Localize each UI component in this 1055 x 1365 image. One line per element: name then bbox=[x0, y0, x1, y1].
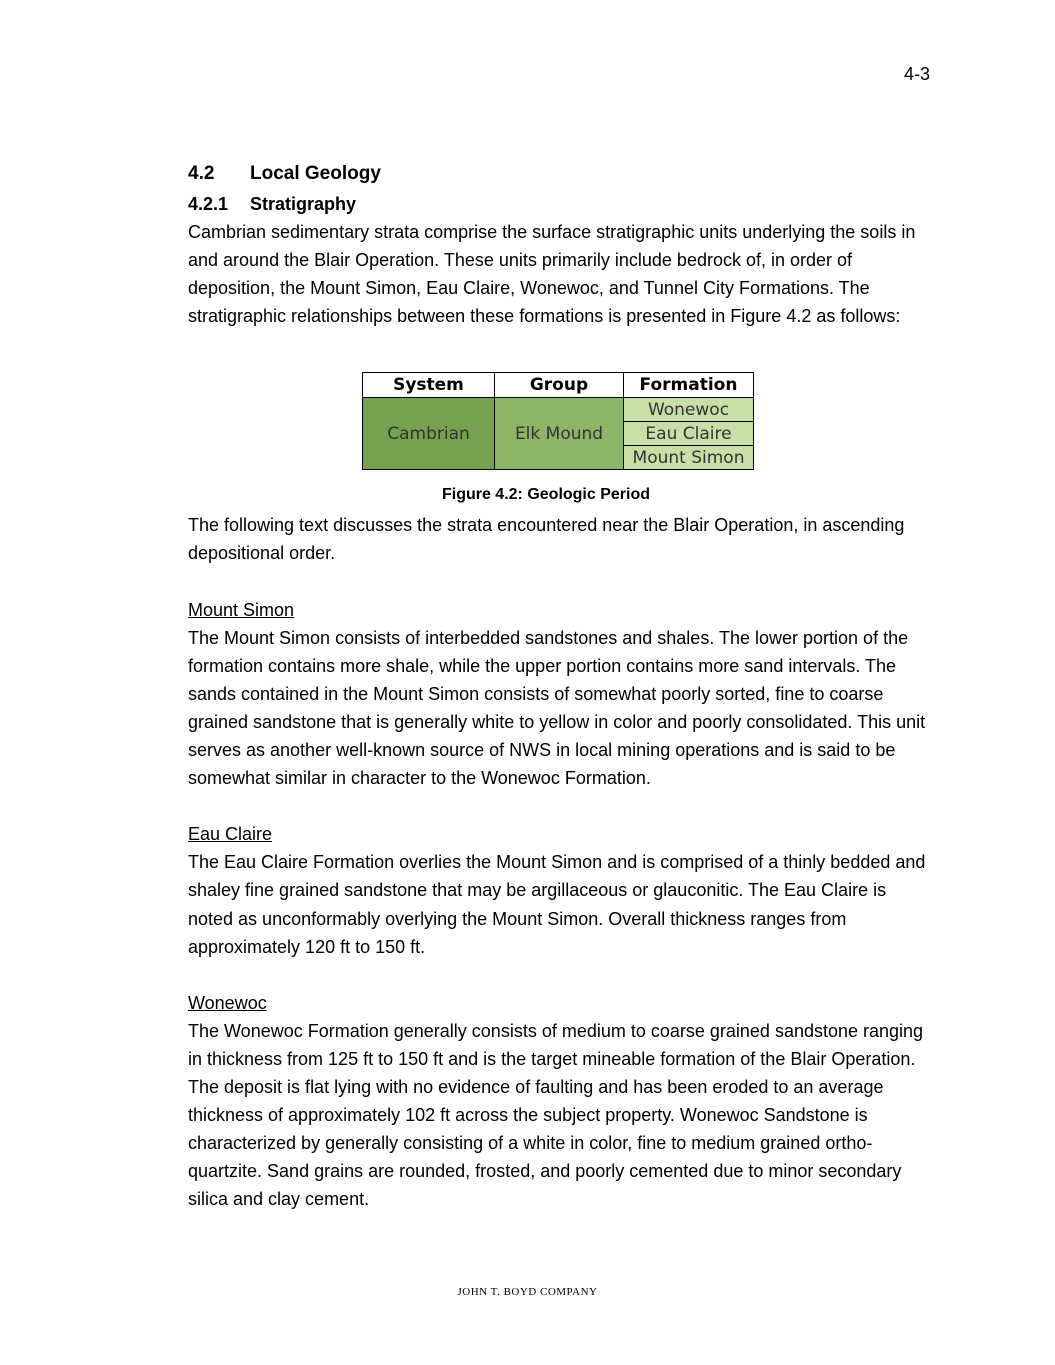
table-row bbox=[363, 398, 754, 422]
group-cell: Elk Mound bbox=[495, 398, 624, 470]
mount-simon-paragraph: The Mount Simon consists of interbedded sandstones and shales. The lower portion of the formation contains more shale, while the upper portion contains more sand intervals. The sands contained in the Mount Simon consists of somewhat poorly sorted, fine to coarse grained sandstone that is generally white to yellow in color and poorly consolidated. This unit serves as another well-known source of NWS in local mining operations and is said to be somewhat similar in character to the Wonewoc Formation. bbox=[188, 627, 926, 789]
formation-cell-wonewoc: Wonewoc bbox=[624, 398, 754, 422]
header-group: Group bbox=[495, 373, 624, 398]
header-formation: Formation bbox=[624, 373, 754, 398]
eau-claire-heading: Eau Claire bbox=[188, 824, 273, 845]
stratigraphy-table bbox=[362, 372, 754, 470]
page-number: 4-3 bbox=[903, 64, 930, 84]
subsection-number: 4.2.1 bbox=[188, 194, 229, 214]
eau-claire-paragraph: The Eau Claire Formation overlies the Mount Simon and is comprised of a thinly bedded and shaley fine grained sandstone that may be argillaceous or glauconitic. The Eau Claire is noted as unconformably overlying the Mount Simon. Overall thickness ranges from approximately 120 ft to 150 ft. bbox=[188, 852, 926, 957]
formation-cell-mount-simon: Mount Simon bbox=[624, 446, 754, 470]
wonewoc-heading: Wonewoc bbox=[188, 992, 267, 1013]
intro-paragraph: Cambrian sedimentary strata comprise the surface stratigraphic units underlying the soils in and around the Blair Operation. These units primarily include bedrock of, in order of deposition, the Mount Simon, Eau Claire, Wonewoc, and Tunnel City Formations. The stratigraphic relationships between these formations is presented in Figure 4.2 as follows: bbox=[188, 222, 916, 327]
wonewoc-paragraph: The Wonewoc Formation generally consists of medium to coarse grained sandstone ranging in thickness from 125 ft to 150 ft and is the target mineable formation of the Blair Operation. The deposit is flat lying with no evidence of faulting and has been eroded to an average thickness of approximately 102 ft across the subject property. Wonewoc Sandstone is characterized by generally consisting of a white in color, fine to medium grained ortho-quartzite. Sand grains are rounded, frosted, and poorly cemented due to minor secondary silica and clay cement. bbox=[188, 1020, 924, 1210]
section-heading bbox=[188, 160, 933, 188]
section-number: 4.2 bbox=[188, 163, 215, 184]
subsection-heading bbox=[188, 190, 933, 218]
mount-simon-heading: Mount Simon bbox=[188, 599, 295, 620]
formation-cell-eau-claire: Eau Claire bbox=[624, 422, 754, 446]
section-title: Local Geology bbox=[250, 163, 381, 184]
stratigraphy-figure bbox=[362, 372, 754, 470]
document-body bbox=[188, 160, 933, 1213]
footer-company: JOHN T. BOYD COMPANY bbox=[457, 1286, 598, 1298]
table-header-row bbox=[363, 373, 754, 398]
following-text-paragraph: The following text discusses the strata encountered near the Blair Operation, in ascending depositional order. bbox=[188, 515, 905, 564]
figure-caption: Figure 4.2: Geologic Period bbox=[441, 486, 651, 503]
header-system: System bbox=[363, 373, 495, 398]
system-cell: Cambrian bbox=[363, 398, 495, 470]
subsection-title: Stratigraphy bbox=[250, 194, 357, 214]
